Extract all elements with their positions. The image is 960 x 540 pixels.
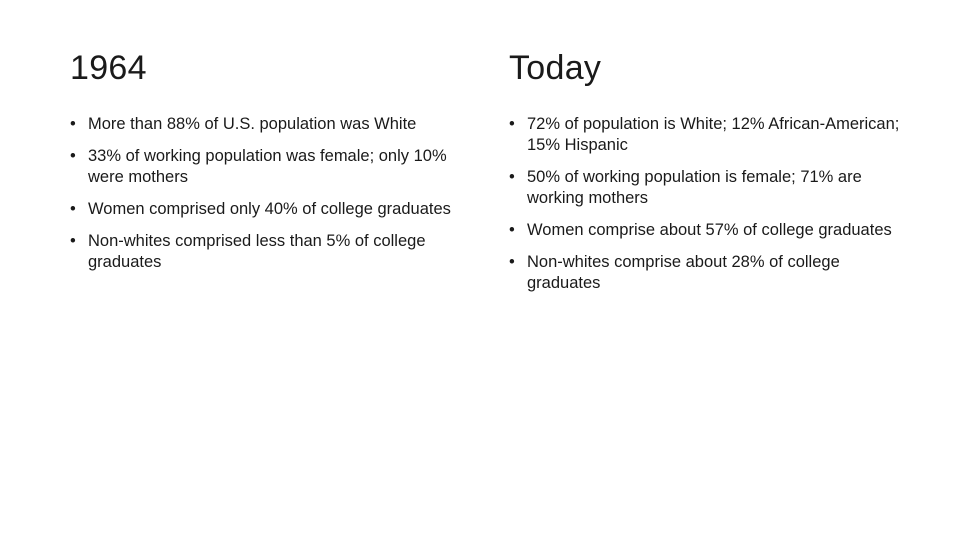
right-bullet-item [509, 114, 909, 156]
left-bullet-item [70, 231, 460, 273]
bullet-icon: • [509, 115, 515, 133]
left-column-title: 1964 [70, 49, 147, 87]
bullet-icon: • [70, 200, 76, 218]
right-bullet-list [509, 114, 909, 294]
bullet-icon: • [70, 232, 76, 250]
bullet-icon: • [509, 221, 515, 239]
right-column-title: Today [509, 49, 602, 87]
left-column-1964 [70, 46, 460, 284]
left-bullet-item [70, 146, 460, 188]
bullet-icon: • [70, 147, 76, 165]
left-bullet-text: 33% of working population was female; only 10% were mothers [88, 147, 447, 186]
left-bullet-text: Non-whites comprised less than 5% of college graduates [88, 232, 426, 271]
right-bullet-text: Non-whites comprise about 28% of college graduates [527, 253, 840, 292]
right-bullet-item [509, 220, 909, 241]
bullet-icon: • [70, 115, 76, 133]
left-bullet-list [70, 114, 460, 273]
right-bullet-item [509, 167, 909, 209]
right-bullet-text: 50% of working population is female; 71% are working mothers [527, 168, 862, 207]
bullet-icon: • [509, 253, 515, 271]
left-bullet-text: Women comprised only 40% of college graduates [88, 200, 451, 218]
left-bullet-item [70, 199, 460, 220]
right-bullet-text: Women comprise about 57% of college graduates [527, 221, 892, 239]
left-bullet-text: More than 88% of U.S. population was White [88, 115, 417, 133]
right-bullet-text: 72% of population is White; 12% African-American; 15% Hispanic [527, 115, 900, 154]
right-bullet-item [509, 252, 909, 294]
right-column-today [509, 46, 909, 305]
bullet-icon: • [509, 168, 515, 186]
left-bullet-item [70, 114, 460, 135]
